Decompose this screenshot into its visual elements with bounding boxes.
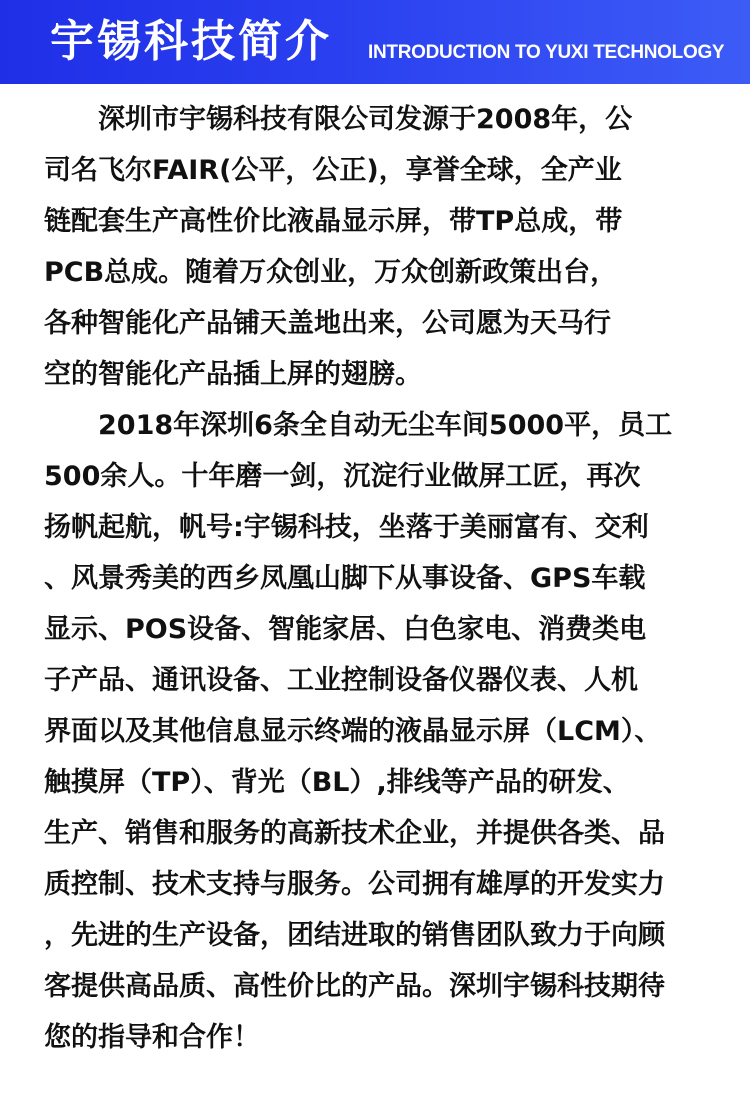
text-line: 链配套生产高性价比液晶显示屏，带TP总成，带 [44,206,623,237]
text-line: 深圳市宇锡科技有限公司发源于2008年，公 [98,104,633,135]
text-line: 生产、销售和服务的高新技术企业，并提供各类、品 [44,818,665,849]
text-line: PCB总成。随着万众创业，万众创新政策出台， [44,257,618,288]
text-line: 触摸屏（TP）、背光（BL）,排线等产品的研发、 [44,767,630,798]
intro-body [44,94,724,1063]
text-line: 您的指导和合作！ [44,1022,260,1053]
paragraph-2 [44,400,724,1063]
text-line: 界面以及其他信息显示终端的液晶显示屏（LCM）、 [44,716,662,747]
text-line: 子产品、通讯设备、工业控制设备仪器仪表、人机 [44,665,638,696]
text-line: 扬帆起航，帆号:宇锡科技，坐落于美丽富有、交利 [44,512,649,543]
text-line: 客提供高品质、高性价比的产品。深圳宇锡科技期待 [44,971,665,1002]
header-banner [0,0,750,84]
page-title: 宇锡科技简介 [50,16,332,67]
text-line: 各种智能化产品铺天盖地出来，公司愿为天马行 [44,308,611,339]
text-line: 500余人。十年磨一剑，沉淀行业做屏工匠，再次 [44,461,641,492]
page-subtitle: INTRODUCTION TO YUXI TECHNOLOGY [368,42,725,63]
text-line: 2018年深圳6条全自动无尘车间5000平，员工 [98,410,673,441]
text-line: 空的智能化产品插上屏的翅膀。 [44,359,422,390]
text-line: 司名飞尔FAIR(公平，公正)，享誉全球，全产业 [44,155,622,186]
text-line: 质控制、技术支持与服务。公司拥有雄厚的开发实力 [44,869,665,900]
text-line: 显示、POS设备、智能家居、白色家电、消费类电 [44,614,647,645]
text-line: 、风景秀美的西乡凤凰山脚下从事设备、GPS车载 [44,563,646,594]
text-line: ，先进的生产设备，团结进取的销售团队致力于向顾 [44,920,665,951]
paragraph-1 [44,94,724,400]
